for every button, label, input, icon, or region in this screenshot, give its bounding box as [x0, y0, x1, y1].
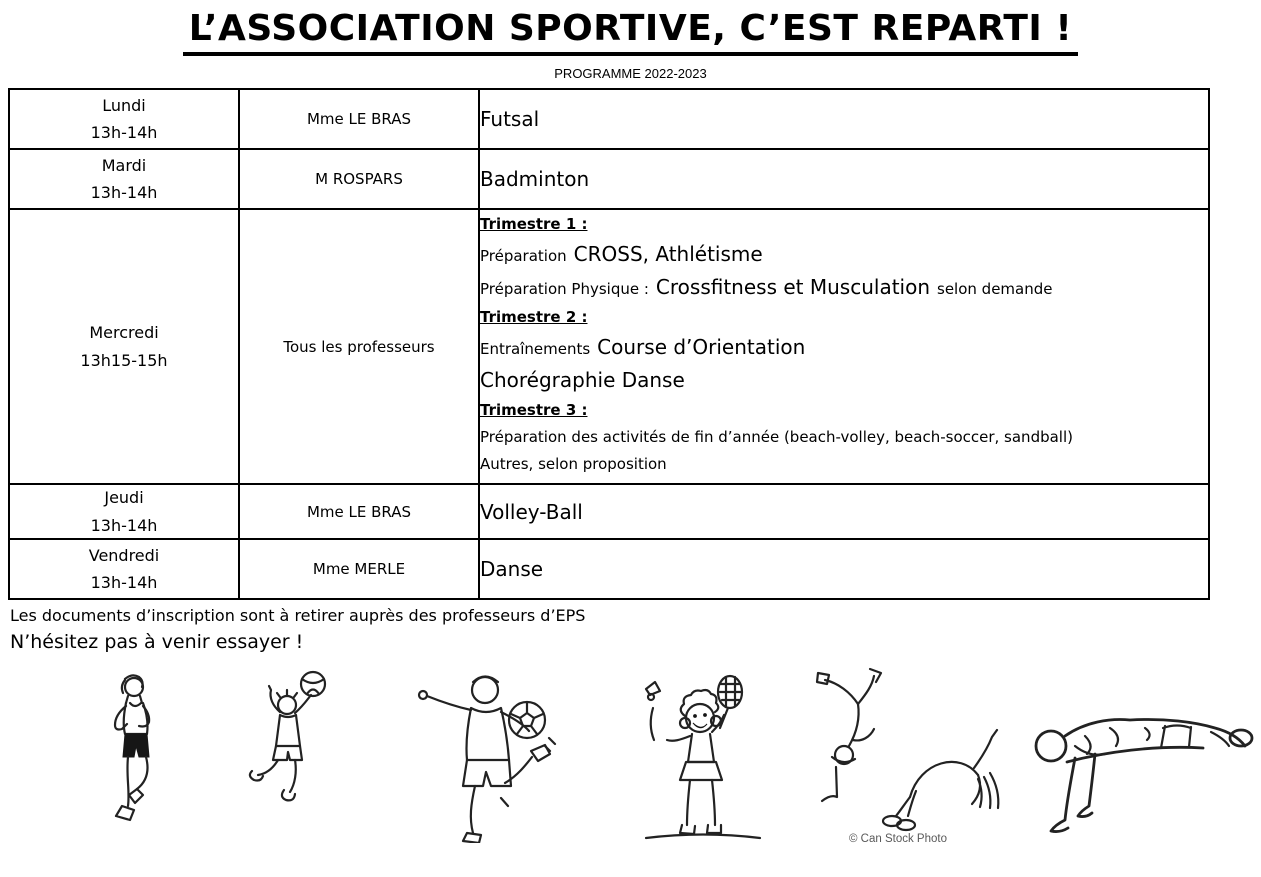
activity-label: Volley-Ball [479, 484, 1209, 539]
day-cell [9, 539, 239, 599]
badminton-icon [638, 670, 768, 845]
pushup-clipart-image [1015, 688, 1255, 860]
wednesday-details-cell [479, 209, 1209, 484]
trimester-1-line-2 [480, 275, 1208, 299]
teacher-label: M ROSPARS [239, 149, 479, 209]
trimester-2-line-1 [480, 335, 1208, 359]
try-it-note: N’hésitez pas à venir essayer ! [10, 631, 304, 653]
prep-physique-prefix: Préparation Physique : [480, 279, 649, 298]
pushup-icon [1015, 688, 1255, 860]
runner-icon [90, 672, 175, 837]
title-row [0, 8, 1261, 56]
volleyball-icon [245, 668, 335, 813]
volleyball-player-clipart-image [245, 668, 335, 813]
trimester-3-line-2: Autres, selon proposition [480, 454, 667, 473]
day-label: Lundi [102, 95, 146, 115]
entrainements-prefix: Entraînements [480, 339, 591, 358]
registration-note: Les documents d’inscription sont à retirer auprès des professeurs d’EPS [10, 606, 586, 625]
trimester-1-heading: Trimestre 1 : [480, 214, 588, 233]
teacher-label: Mme MERLE [239, 539, 479, 599]
activity-label: Danse [479, 539, 1209, 599]
trimester-3-line-1: Préparation des activités de fin d’année (beach-volley, beach-soccer, sandball) [480, 427, 1073, 446]
day-label: Mardi [101, 155, 147, 175]
entrainements-main: Course d’Orientation [597, 334, 806, 359]
stock-photo-watermark: © Can Stock Photo [849, 833, 947, 845]
prep-cross-main: CROSS, Athlétisme [573, 241, 763, 266]
schedule-table [8, 88, 1210, 600]
trimester-3-heading: Trimestre 3 : [480, 400, 588, 419]
table-row-lundi [9, 89, 1209, 149]
subtitle: PROGRAMME 2022-2023 [554, 66, 707, 81]
day-cell [9, 209, 239, 484]
prep-physique-suffix: selon demande [937, 279, 1053, 298]
table-row-vendredi [9, 539, 1209, 599]
breakdance-icon [792, 665, 1004, 845]
prep-physique-main: Crossfitness et Musculation [655, 274, 931, 299]
day-label: Vendredi [88, 545, 160, 565]
soccer-player-clipart-image [405, 668, 570, 843]
time-label: 13h-14h [90, 573, 158, 592]
trimester-2-line-2 [480, 368, 1208, 392]
activity-label: Badminton [479, 149, 1209, 209]
trimester-1-line-1 [480, 242, 1208, 266]
day-cell [9, 89, 239, 149]
teacher-label: Mme LE BRAS [239, 484, 479, 539]
day-cell [9, 149, 239, 209]
day-cell [9, 484, 239, 539]
page-title: L’ASSOCIATION SPORTIVE, C’EST REPARTI ! [183, 8, 1079, 56]
table-row-mardi [9, 149, 1209, 209]
badminton-player-clipart-image [638, 670, 768, 845]
table-row-mercredi [9, 209, 1209, 484]
breakdancers-clipart-image [792, 665, 1004, 845]
prep-cross-prefix: Préparation [480, 246, 567, 265]
time-label: 13h15-15h [80, 350, 168, 370]
teacher-label: Tous les professeurs [239, 209, 479, 484]
time-label: 13h-14h [90, 123, 158, 142]
choregraphie-main: Chorégraphie Danse [480, 367, 685, 392]
teacher-label: Mme LE BRAS [239, 89, 479, 149]
trimester-2-heading: Trimestre 2 : [480, 307, 588, 326]
day-label: Jeudi [104, 488, 144, 508]
time-label: 13h-14h [90, 515, 158, 535]
runner-clipart-image [90, 672, 175, 837]
soccer-icon [405, 668, 570, 843]
table-row-jeudi [9, 484, 1209, 539]
day-label: Mercredi [89, 323, 159, 343]
time-label: 13h-14h [90, 183, 158, 202]
activity-label: Futsal [479, 89, 1209, 149]
